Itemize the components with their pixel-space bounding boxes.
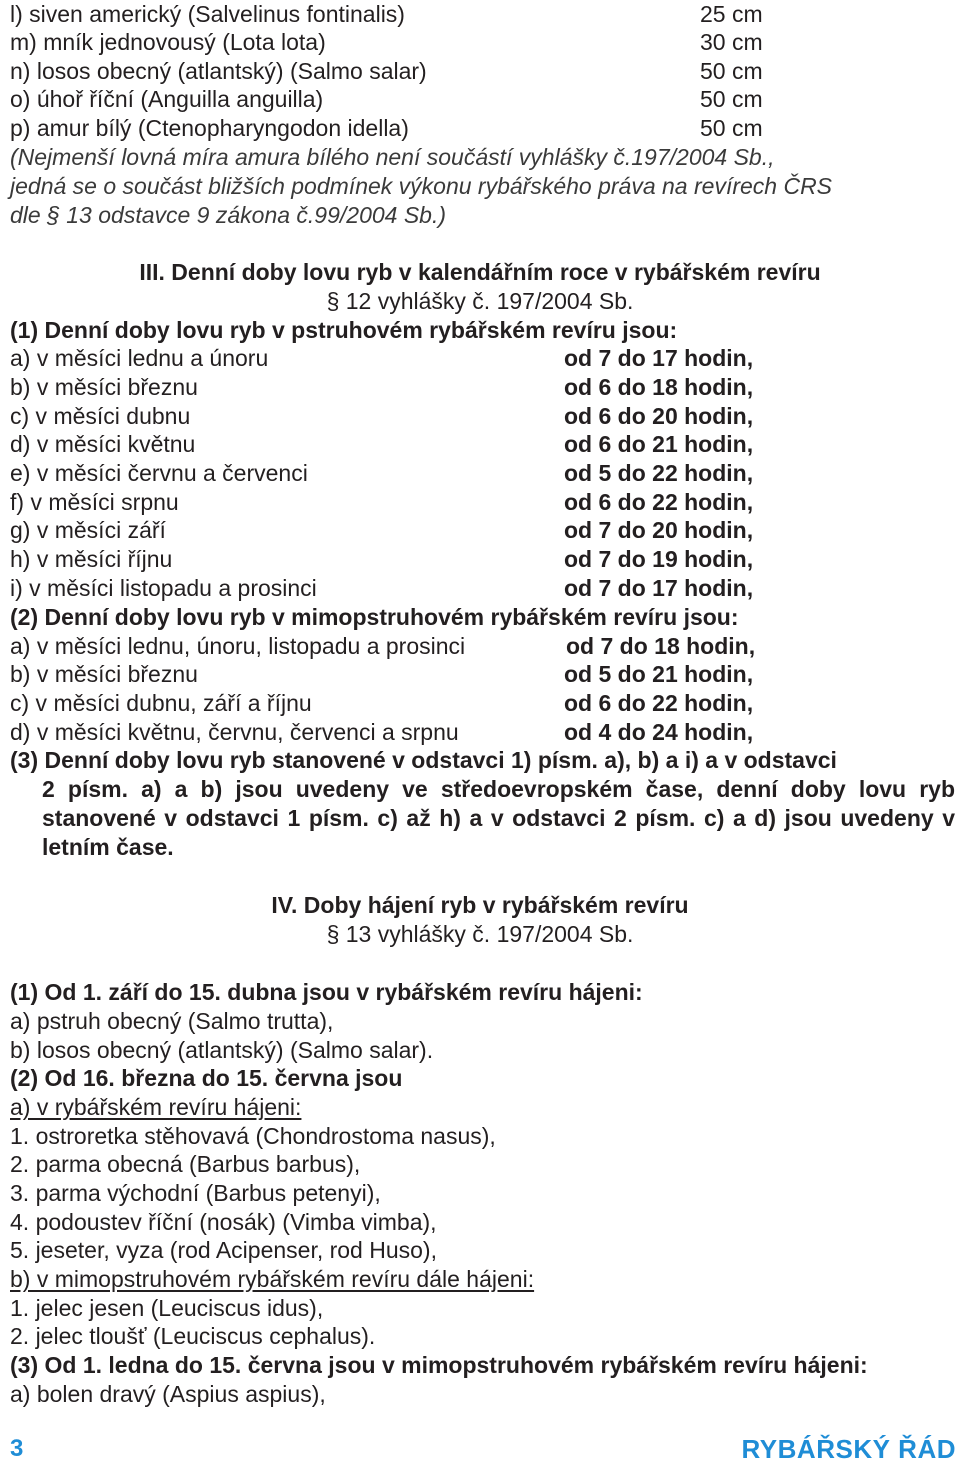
list-item: 1. ostroretka stěhovavá (Chondrostoma nasus), (10, 1123, 496, 1149)
list-item: 2. parma obecná (Barbus barbus), (10, 1151, 361, 1177)
hours-value: od 7 do 17 hodin, (564, 575, 754, 601)
min-size-value: 50 cm (700, 86, 763, 112)
hours-value: od 7 do 19 hodin, (564, 546, 754, 572)
month-label: e) v měsíci červnu a červenci (10, 460, 308, 486)
hours-value: od 6 do 22 hodin, (564, 489, 754, 515)
min-size-label: o) úhoř říční (Anguilla anguilla) (10, 86, 324, 112)
list-item: a) pstruh obecný (Salmo trutta), (10, 1008, 334, 1034)
hours-value: od 6 do 18 hodin, (564, 374, 754, 400)
month-label: f) v měsíci srpnu (10, 489, 179, 515)
footer-title: RYBÁŘSKÝ ŘÁD (741, 1434, 956, 1464)
paragraph-first-line: (3) Denní doby lovu ryb stanovené v odstavci 1) písm. a), b) a i) a v odstavci (10, 747, 837, 773)
hours-value: od 5 do 21 hodin, (564, 661, 754, 687)
paragraph-continuation: 2 písm. a) a b) jsou uvedeny ve středoevropském čase, denní doby lovu ryb stanovené v odstavci 1 písm. c) až h) a v odstavci 2 písm. c) a d) jsou uvedeny v letním čase. (42, 776, 955, 860)
section-title: III. Denní doby lovu ryb v kalendářním roce v rybářském revíru (139, 259, 821, 285)
list-item: 1. jelec jesen (Leuciscus idus), (10, 1295, 324, 1321)
subheading: b) v mimopstruhovém rybářském revíru dále hájeni: (10, 1266, 535, 1292)
list-item: 2. jelec tloušť (Leuciscus cephalus). (10, 1323, 376, 1349)
month-label: a) v měsíci lednu, únoru, listopadu a prosinci (10, 633, 466, 659)
note-line: (Nejmenší lovná míra amura bílého není součástí vyhlášky č.197/2004 Sb., (10, 144, 775, 170)
subheading: a) v rybářském revíru hájeni: (10, 1094, 302, 1120)
hours-value: od 5 do 22 hodin, (564, 460, 754, 486)
month-label: h) v měsíci říjnu (10, 546, 173, 572)
list-item: b) losos obecný (atlantský) (Salmo salar). (10, 1037, 434, 1063)
list-item: 4. podoustev říční (nosák) (Vimba vimba), (10, 1209, 437, 1235)
hours-value: od 7 do 20 hodin, (564, 517, 754, 543)
section-reference: § 13 vyhlášky č. 197/2004 Sb. (326, 921, 634, 947)
section-title: IV. Doby hájení ryb v rybářském revíru (271, 892, 689, 918)
note-line: jedná se o součást bližších podmínek výkonu rybářského práva na revírech ČRS (10, 173, 833, 199)
paragraph-heading: (2) Od 16. března do 15. června jsou (10, 1065, 403, 1091)
month-label: i) v měsíci listopadu a prosinci (10, 575, 317, 601)
paragraph-heading: (3) Od 1. ledna do 15. června jsou v mimopstruhovém rybářském revíru hájeni: (10, 1352, 868, 1378)
min-size-label: n) losos obecný (atlantský) (Salmo salar) (10, 58, 427, 84)
month-label: c) v měsíci dubnu, září a říjnu (10, 690, 312, 716)
page-number: 3 (10, 1435, 24, 1462)
list-item: a) bolen dravý (Aspius aspius), (10, 1381, 326, 1407)
note-line: dle § 13 odstavce 9 zákona č.99/2004 Sb.) (10, 202, 447, 228)
month-label: b) v měsíci březnu (10, 374, 198, 400)
hours-value: od 6 do 21 hodin, (564, 431, 754, 457)
min-size-label: l) siven americký (Salvelinus fontinalis) (10, 1, 405, 27)
month-label: c) v měsíci dubnu (10, 403, 191, 429)
list-item: 3. parma východní (Barbus petenyi), (10, 1180, 381, 1206)
paragraph-heading: (1) Od 1. září do 15. dubna jsou v rybářském revíru hájeni: (10, 979, 643, 1005)
min-size-label: p) amur bílý (Ctenopharyngodon idella) (10, 115, 409, 141)
month-label: d) v měsíci květnu, červnu, červenci a srpnu (10, 719, 459, 745)
min-size-value: 25 cm (700, 1, 763, 27)
month-label: a) v měsíci lednu a únoru (10, 345, 269, 371)
min-size-value: 30 cm (700, 29, 763, 55)
hours-value: od 6 do 20 hodin, (564, 403, 754, 429)
list-item: 5. jeseter, vyza (rod Acipenser, rod Huso), (10, 1237, 437, 1263)
hours-value: od 6 do 22 hodin, (564, 690, 754, 716)
min-size-value: 50 cm (700, 115, 763, 141)
month-label: g) v měsíci září (10, 517, 166, 543)
min-size-label: m) mník jednovousý (Lota lota) (10, 29, 326, 55)
month-label: b) v měsíci březnu (10, 661, 198, 687)
section-reference: § 12 vyhlášky č. 197/2004 Sb. (326, 288, 634, 314)
hours-value: od 4 do 24 hodin, (564, 719, 754, 745)
paragraph-heading: (2) Denní doby lovu ryb v mimopstruhovém rybářském revíru jsou: (10, 604, 739, 630)
paragraph-heading: (1) Denní doby lovu ryb v pstruhovém rybářském revíru jsou: (10, 317, 678, 343)
hours-value: od 7 do 17 hodin, (564, 345, 754, 371)
hours-value: od 7 do 18 hodin, (566, 633, 756, 659)
min-size-value: 50 cm (700, 58, 763, 84)
month-label: d) v měsíci květnu (10, 431, 196, 457)
paragraph-time-zone (10, 746, 955, 862)
